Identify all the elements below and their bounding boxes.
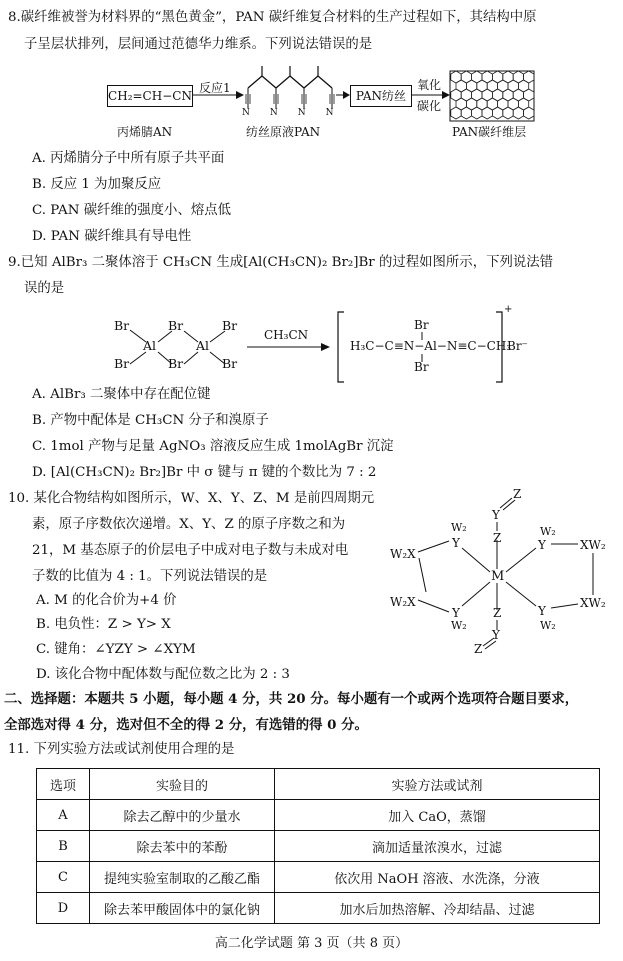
pan-n-4: N: [325, 108, 354, 118]
atom-w2-right-bottom: W₂: [540, 619, 556, 632]
row-c-purpose: 提纯实验室制取的乙酸乙酯: [90, 862, 275, 893]
product-chain: H₃C−C≡N−Al−N≡C−CH₃: [350, 339, 512, 353]
dimer-al-2: Al: [196, 338, 210, 353]
dimer-br-6: Br: [222, 356, 238, 371]
row-b-purpose: 除去苯中的苯酚: [90, 831, 275, 862]
row-a-method: 加入 CaO，蒸馏: [275, 800, 600, 831]
atom-z-top: Z: [493, 531, 502, 545]
row-d-method: 加水后加热溶解、冷却结晶、过滤: [275, 893, 600, 924]
atom-xw2-right-bottom: XW₂: [580, 596, 606, 610]
q9-stem-line2: 误的是: [24, 281, 65, 296]
row-b-method: 滴加适量浓溴水，过滤: [275, 831, 600, 862]
pan-n-1: N: [242, 108, 270, 118]
atom-m-center: M: [491, 569, 505, 584]
row-c-option: C: [37, 862, 90, 893]
q10-option-d: D. 该化合物中配体数与配位数之比为 2 : 3: [36, 667, 290, 682]
dimer-br-5: Br: [222, 318, 238, 333]
atom-w2-right-top: W₂: [540, 525, 556, 538]
page-footer: 高二化学试题 第 3 页（共 8 页）: [214, 936, 409, 951]
pan-n-2: N: [269, 108, 298, 118]
q11-stem: 11. 下列实验方法或试剂使用合理的是: [8, 742, 235, 757]
q10-option-a: A. M 的化合价为+4 价: [36, 593, 177, 608]
atom-w2-left-top: W₂: [451, 521, 467, 534]
carbonization-label: 碳化: [417, 99, 442, 113]
row-d-purpose: 除去苯甲酸固体中的氯化钠: [90, 893, 275, 924]
atom-y-bottom: Y: [492, 628, 500, 642]
row-d-option: D: [37, 893, 90, 924]
q8-option-d: D. PAN 碳纤维具有导电性: [32, 229, 192, 244]
reaction1-label: 反应1: [199, 81, 231, 95]
q9-option-c: C. 1mol 产物与足量 AgNO₃ 溶液反应生成 1molAgBr 沉淀: [32, 439, 394, 454]
q10-stem-line2: 素，原子序数依次递增。X、Y、Z 的原子序数之和为: [32, 517, 346, 532]
q9-option-d: D. [Al(CH₃CN)₂ Br₂]Br 中 σ 键与 π 键的个数比为 7 : 2: [32, 465, 377, 480]
q9-stem-line1: 9.已知 AlBr₃ 二聚体溶于 CH₃CN 生成[Al(CH₃CN)₂ Br₂]Br 的过程如图所示，下列说法错: [8, 255, 554, 270]
carbon-layer-label: PAN碳纤维层: [452, 125, 527, 139]
q8-stem-line2: 子呈层状排列，层间通过范德华力维系。下列说法错误的是: [24, 37, 373, 52]
row-a-purpose: 除去乙醇中的少量水: [90, 800, 275, 831]
pan-label: 纺丝原液PAN: [246, 125, 321, 139]
atom-y-left-bottom: Y: [452, 606, 460, 620]
q10-stem-line4: 子数的比值为 4 : 1。下列说法错误的是: [32, 569, 268, 584]
q10-option-b: B. 电负性：Z > Y> X: [36, 617, 171, 632]
atom-z-top-terminal: Z: [513, 487, 522, 501]
q9-option-b: B. 产物中配体是 CH₃CN 分子和溴原子: [32, 413, 269, 428]
complex-charge: +: [504, 304, 513, 315]
oxidation-label: 氧化: [417, 78, 442, 92]
dimer-al-1: Al: [143, 338, 157, 353]
q8-option-b: B. 反应 1 为加聚反应: [32, 177, 162, 192]
dimer-br-4: Br: [168, 356, 184, 371]
q10-stem-line1: 10. 某化合物结构如图所示，W、X、Y、Z、M 是前四周期元: [8, 491, 375, 506]
q9-option-a: A. AlBr₃ 二聚体中存在配位键: [32, 387, 211, 402]
q8-stem-line1: 8.碳纤维被誉为材料界的“黑色黄金”，PAN 碳纤维复合材料的生产过程如下，其结构中原: [8, 10, 537, 25]
atom-y-top: Y: [492, 508, 500, 522]
header-method: 实验方法或试剂: [275, 769, 600, 800]
q8-option-c: C. PAN 碳纤维的强度小、熔点低: [32, 203, 232, 218]
dimer-br-1: Br: [114, 318, 130, 333]
product-br-bottom: Br: [414, 360, 429, 374]
q11-table: [36, 768, 600, 924]
table-row: [37, 831, 600, 862]
atom-w2-left-bottom: W₂: [451, 619, 467, 632]
row-a-option: A: [37, 800, 90, 831]
atom-y-left-top: Y: [452, 536, 460, 550]
table-row: [37, 893, 600, 924]
atom-z-bottom: Z: [493, 606, 502, 620]
acrylonitrile-label: 丙烯腈AN: [117, 125, 173, 139]
header-option: 选项: [37, 769, 90, 800]
dimer-br-3: Br: [168, 318, 184, 333]
pan-spinning-box: PAN纺丝: [350, 85, 412, 107]
atom-z-bottom-terminal: Z: [474, 642, 483, 656]
row-c-method: 依次用 NaOH 溶液、水洗涤，分液: [275, 862, 600, 893]
q8-option-a: A. 丙烯腈分子中所有原子共平面: [32, 151, 225, 166]
q10-stem-line3: 21，M 基态原子的价层电子中成对电子数与未成对电: [32, 543, 349, 558]
solvent-label: CH₃CN: [264, 328, 309, 342]
table-row: [37, 862, 600, 893]
atom-y-right-top: Y: [538, 538, 546, 552]
table-header-row: [37, 769, 600, 800]
counter-ion: Br⁻: [507, 339, 528, 353]
acrylonitrile-box: CH₂=CH−CN: [107, 85, 193, 107]
row-b-option: B: [37, 831, 90, 862]
atom-w2x-left-bottom: W₂X: [390, 595, 416, 609]
q10-option-c: C. 键角：∠YZY > ∠XYM: [36, 642, 196, 657]
section2-heading-line2: 全部选对得 4 分，选对但不全的得 2 分，有选错的得 0 分。: [4, 717, 368, 733]
table-row: [37, 800, 600, 831]
atom-xw2-right-top: XW₂: [580, 538, 606, 552]
header-purpose: 实验目的: [90, 769, 275, 800]
section2-heading-line1: 二、选择题：本题共 5 小题，每小题 4 分，共 20 分。每小题有一个或两个选项符合题目要求，: [4, 691, 579, 707]
product-br-top: Br: [414, 318, 429, 332]
dimer-br-2: Br: [114, 356, 130, 371]
pan-n-3: N: [297, 108, 326, 118]
atom-w2x-left-top: W₂X: [390, 547, 416, 561]
atom-y-right-bottom: Y: [538, 604, 546, 618]
